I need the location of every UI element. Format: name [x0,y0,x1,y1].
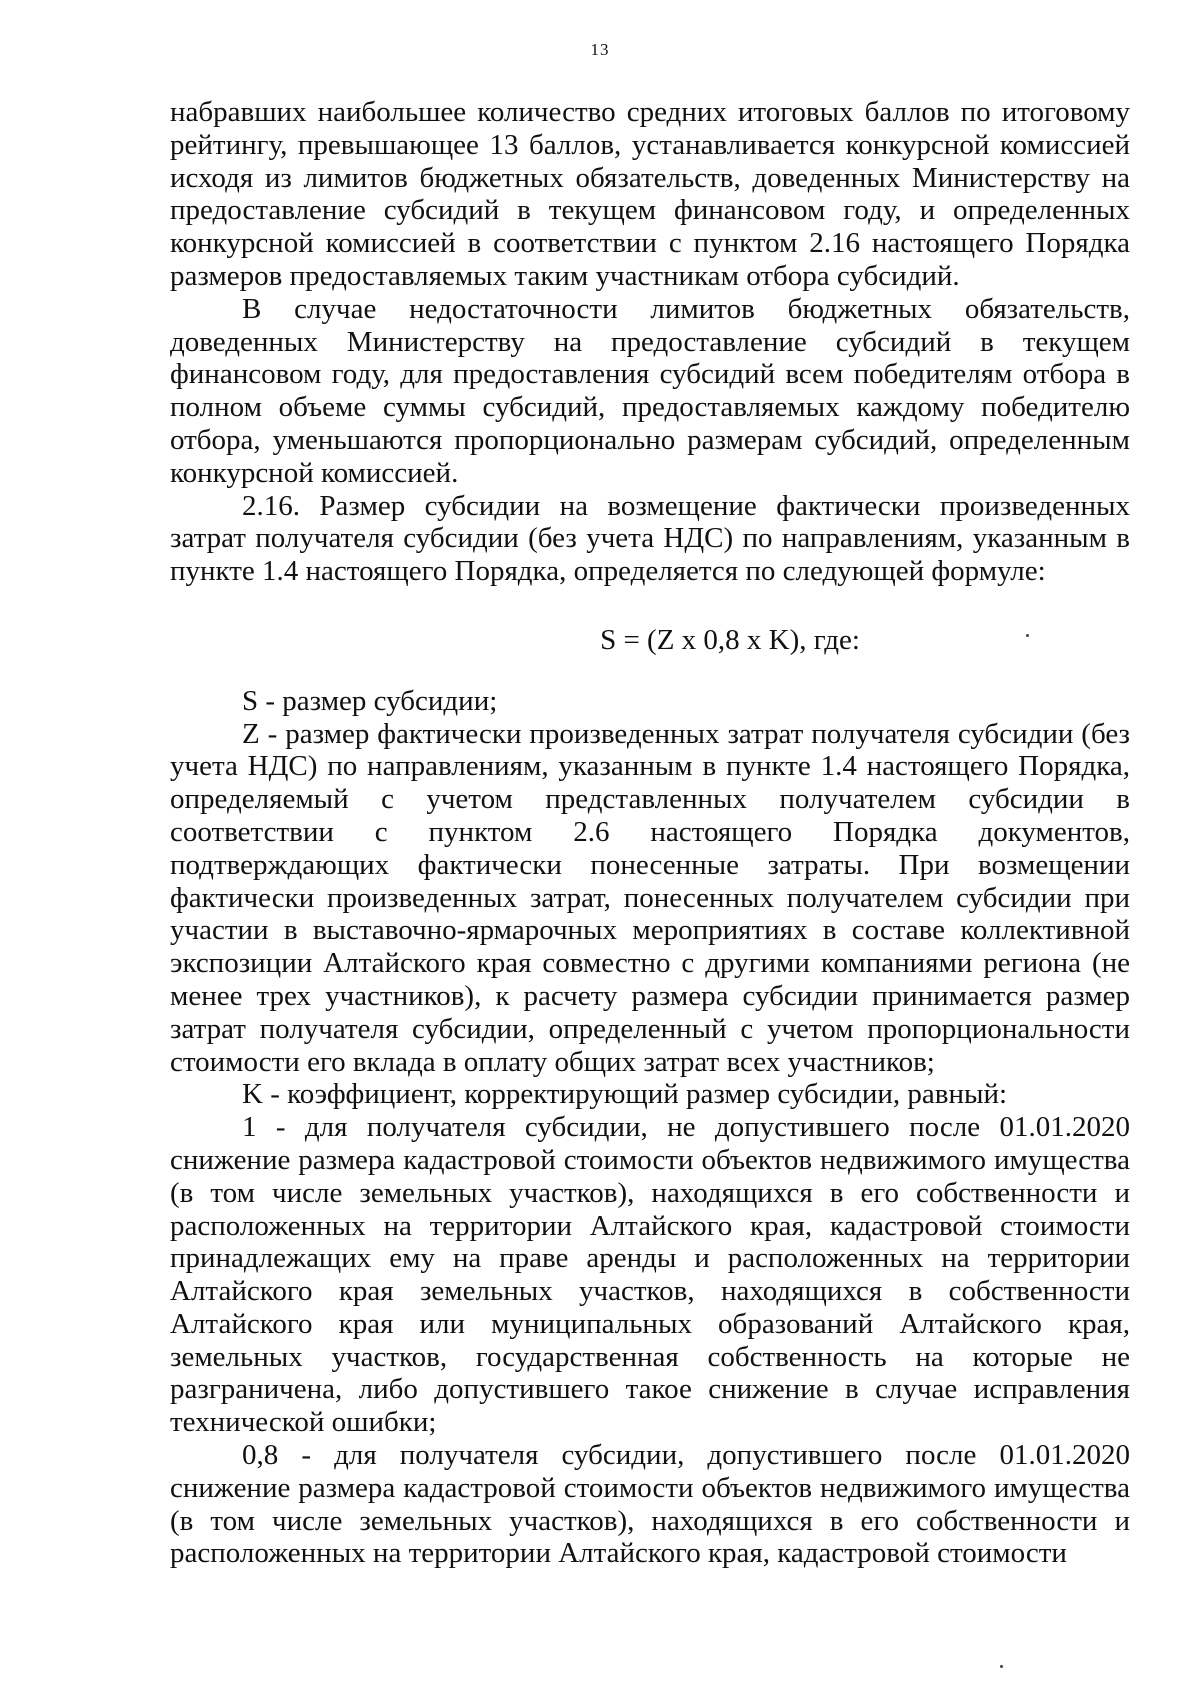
scan-speck [1026,634,1029,637]
definition-z: Z - размер фактически произведенных затрат получателя субсидии (без учета НДС) по направлениям, указанным в пункте 1.4 настоящего Порядка, определяемый с учетом представленных получателем субсидии в соответствии с пунктом 2.6 настоящего Порядка документов, подтверждающих фактически понесенные затраты. При возмещении фактически произведенных затрат, понесенных получателем субсидии при участии в выставочно-ярмарочных мероприятиях в составе коллективной экспозиции Алтайского края совместно с другими компаниями региона (не менее трех участников), к расчету размера субсидии принимается размер затрат получателя субсидии, определенный с учетом пропорциональности стоимости его вклада в оплату общих затрат всех участников; [170,717,1130,1078]
subsidy-formula: S = (Z x 0,8 x K), где: [600,623,860,656]
paragraph-continuation: набравших наибольшее количество средних итоговых баллов по итоговому рейтингу, превышающее 13 баллов, устанавливается конкурсной комиссией исходя из лимитов бюджетных обязательств, доведенных Министерству на предоставление субсидий в текущем финансовом году, и определенных конкурсной комиссией в соответствии с пунктом 2.16 настоящего Порядка размеров предоставляемых таким участникам отбора субсидий. [170,96,1130,292]
document-body [170,96,1130,1570]
paragraph-2-16: 2.16. Размер субсидии на возмещение фактически произведенных затрат получателя субсидии (без учета НДС) по направлениям, указанным в пункте 1.4 настоящего Порядка, определяется по следующей формуле: [170,489,1130,588]
coefficient-0-8: 0,8 - для получателя субсидии, допустившего после 01.01.2020 снижение размера кадастровой стоимости объектов недвижимого имущества (в том числе земельных участков), находящихся в его собственности и расположенных на территории Алтайского края, кадастровой стоимости [170,1439,1130,1570]
definition-s: S - размер субсидии; [242,684,498,717]
page-number: 13 [590,40,610,59]
paragraph-insufficient-limits: В случае недостаточности лимитов бюджетных обязательств, доведенных Министерству на предоставление субсидий в текущем финансовом году, для предоставления субсидий всем победителям отбора в полном объеме суммы субсидий, предоставляемых каждому победителю отбора, уменьшаются пропорционально размерам субсидий, определенным конкурсной комиссией. [170,292,1130,489]
definition-k: K - коэффициент, корректирующий размер субсидии, равный: [242,1078,1008,1111]
coefficient-1: 1 - для получателя субсидии, не допустившего после 01.01.2020 снижение размера кадастровой стоимости объектов недвижимого имущества (в том числе земельных участков), находящихся в его собственности и расположенных на территории Алтайского края, кадастровой стоимости принадлежащих ему на праве аренды и расположенных на территории Алтайского края земельных участков, находящихся в собственности Алтайского края или муниципальных образований Алтайского края, земельных участков, государственная собственность на которые не разграничена, либо допустившего такое снижение в случае исправления технической ошибки; [170,1111,1130,1439]
scan-speck [1000,1665,1003,1668]
